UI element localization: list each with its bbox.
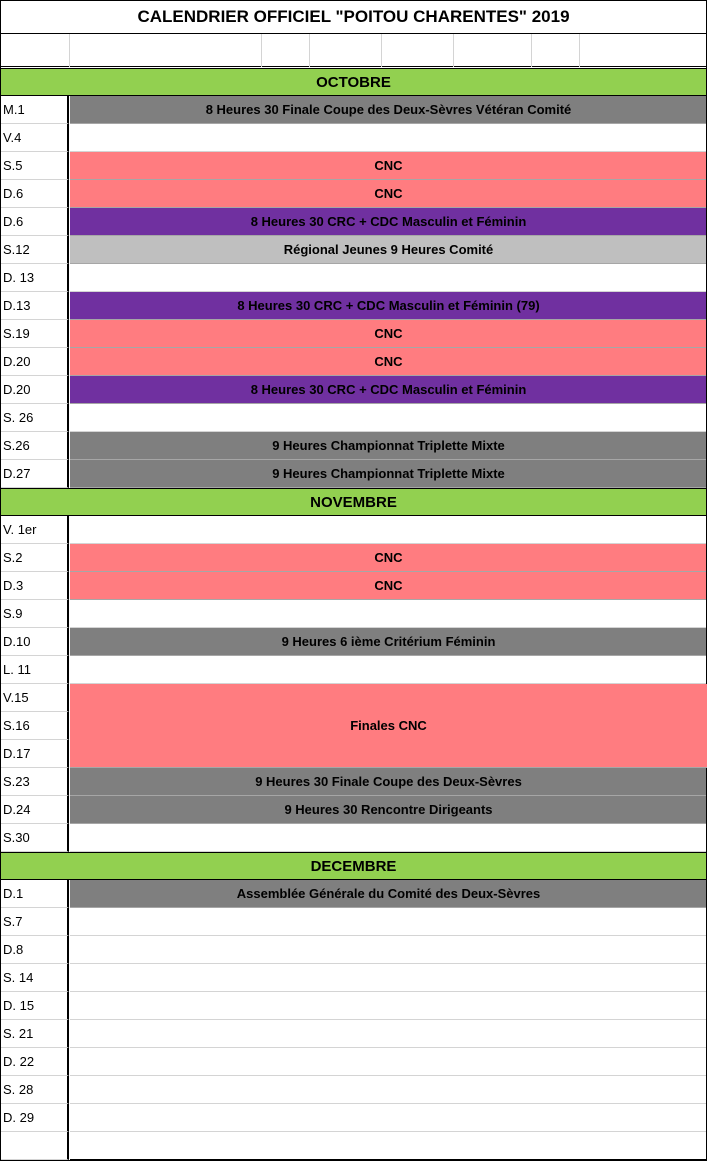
grid-line	[309, 34, 310, 67]
calendar-row	[0, 1048, 707, 1076]
calendar-row	[0, 656, 707, 684]
event-cell: CNC	[70, 572, 707, 600]
event-cell: 9 Heures 30 Rencontre Dirigeants	[70, 796, 707, 824]
event-cell: 9 Heures 30 Finale Coupe des Deux-Sèvres	[70, 768, 707, 796]
day-cell: D.1	[0, 880, 69, 908]
event-cell	[70, 1020, 707, 1048]
calendar-row	[0, 236, 707, 264]
month-header: DECEMBRE	[0, 852, 707, 880]
event-cell	[70, 516, 707, 544]
day-cell: S.12	[0, 236, 69, 264]
calendar-row	[0, 432, 707, 460]
day-cell: V.15	[0, 684, 69, 712]
event-cell	[70, 936, 707, 964]
day-cell: D.17	[0, 740, 69, 768]
day-cell: S.19	[0, 320, 69, 348]
calendar-row	[0, 348, 707, 376]
day-cell: D.24	[0, 796, 69, 824]
day-cell: D. 13	[0, 264, 69, 292]
calendar-row	[0, 1104, 707, 1132]
month-header: OCTOBRE	[0, 68, 707, 96]
calendar-row	[0, 1132, 707, 1160]
day-cell: D.6	[0, 180, 69, 208]
day-cell: S. 14	[0, 964, 69, 992]
event-cell: 9 Heures Championnat Triplette Mixte	[70, 432, 707, 460]
event-cell: 9 Heures Championnat Triplette Mixte	[70, 460, 707, 488]
calendar-row	[0, 292, 707, 320]
month-header: NOVEMBRE	[0, 488, 707, 516]
calendar-row	[0, 908, 707, 936]
event-cell	[70, 824, 707, 852]
event-cell	[70, 124, 707, 152]
day-cell: D.3	[0, 572, 69, 600]
grid-line	[69, 34, 70, 67]
event-cell-merged: Finales CNC	[70, 684, 707, 768]
event-cell: 9 Heures 6 ième Critérium Féminin	[70, 628, 707, 656]
day-cell: S.26	[0, 432, 69, 460]
event-cell: 8 Heures 30 CRC + CDC Masculin et Féminin	[70, 376, 707, 404]
event-cell: CNC	[70, 544, 707, 572]
grid-line	[261, 34, 262, 67]
calendar-row	[0, 572, 707, 600]
day-cell: D.20	[0, 348, 69, 376]
calendar-row	[0, 208, 707, 236]
calendar-row	[0, 628, 707, 656]
blank-header-row	[0, 34, 707, 67]
calendar-row	[0, 600, 707, 628]
event-cell: 8 Heures 30 CRC + CDC Masculin et Féminin (79)	[70, 292, 707, 320]
grid-line	[381, 34, 382, 67]
event-cell: 8 Heures 30 Finale Coupe des Deux-Sèvres Vétéran Comité	[70, 96, 707, 124]
event-cell	[70, 264, 707, 292]
event-cell	[70, 1104, 707, 1132]
day-cell: S.30	[0, 824, 69, 852]
day-cell: D. 22	[0, 1048, 69, 1076]
day-cell: S.16	[0, 712, 69, 740]
day-cell: S.5	[0, 152, 69, 180]
calendar-row	[0, 152, 707, 180]
event-cell: CNC	[70, 348, 707, 376]
day-cell: S.23	[0, 768, 69, 796]
calendar-row	[0, 180, 707, 208]
event-cell	[70, 1076, 707, 1104]
calendar-row	[0, 824, 707, 852]
day-cell: S. 26	[0, 404, 69, 432]
day-cell: M.1	[0, 96, 69, 124]
calendar-rows	[0, 68, 707, 1160]
calendar-row	[0, 796, 707, 824]
calendar-row	[0, 264, 707, 292]
calendar-row	[0, 964, 707, 992]
calendar-row	[0, 460, 707, 488]
grid-line	[579, 34, 580, 67]
day-cell: D.20	[0, 376, 69, 404]
day-cell: S. 28	[0, 1076, 69, 1104]
event-cell	[70, 600, 707, 628]
day-cell: S.2	[0, 544, 69, 572]
day-cell: V.4	[0, 124, 69, 152]
day-cell: D. 29	[0, 1104, 69, 1132]
event-cell: CNC	[70, 152, 707, 180]
day-cell: L. 11	[0, 656, 69, 684]
day-cell	[0, 1132, 69, 1160]
day-cell: D.10	[0, 628, 69, 656]
calendar-row	[0, 1076, 707, 1104]
day-cell: S.9	[0, 600, 69, 628]
grid-line	[453, 34, 454, 67]
event-cell: Assemblée Générale du Comité des Deux-Sèvres	[70, 880, 707, 908]
calendar-row	[0, 376, 707, 404]
day-cell: D.6	[0, 208, 69, 236]
calendar-row	[0, 768, 707, 796]
day-cell: D. 15	[0, 992, 69, 1020]
grid-line	[531, 34, 532, 67]
event-cell: CNC	[70, 320, 707, 348]
calendar-row	[0, 936, 707, 964]
event-cell: Régional Jeunes 9 Heures Comité	[70, 236, 707, 264]
event-cell: 8 Heures 30 CRC + CDC Masculin et Féminin	[70, 208, 707, 236]
event-cell	[70, 656, 707, 684]
event-cell: CNC	[70, 180, 707, 208]
day-cell: S.7	[0, 908, 69, 936]
calendar-row	[0, 1020, 707, 1048]
event-cell	[70, 964, 707, 992]
day-cell: S. 21	[0, 1020, 69, 1048]
day-cell: V. 1er	[0, 516, 69, 544]
page-title: CALENDRIER OFFICIEL "POITOU CHARENTES" 2019	[0, 0, 707, 34]
calendar-row	[0, 516, 707, 544]
calendar-row	[0, 320, 707, 348]
calendar-row	[0, 544, 707, 572]
event-cell	[70, 1048, 707, 1076]
calendar-row	[0, 124, 707, 152]
calendar-row	[0, 404, 707, 432]
event-cell	[70, 404, 707, 432]
day-cell: D.27	[0, 460, 69, 488]
calendar-row	[0, 880, 707, 908]
day-cell: D.13	[0, 292, 69, 320]
calendar-row	[0, 992, 707, 1020]
event-cell	[70, 992, 707, 1020]
event-cell	[70, 908, 707, 936]
calendar-row	[0, 96, 707, 124]
day-cell: D.8	[0, 936, 69, 964]
event-cell	[70, 1132, 707, 1160]
